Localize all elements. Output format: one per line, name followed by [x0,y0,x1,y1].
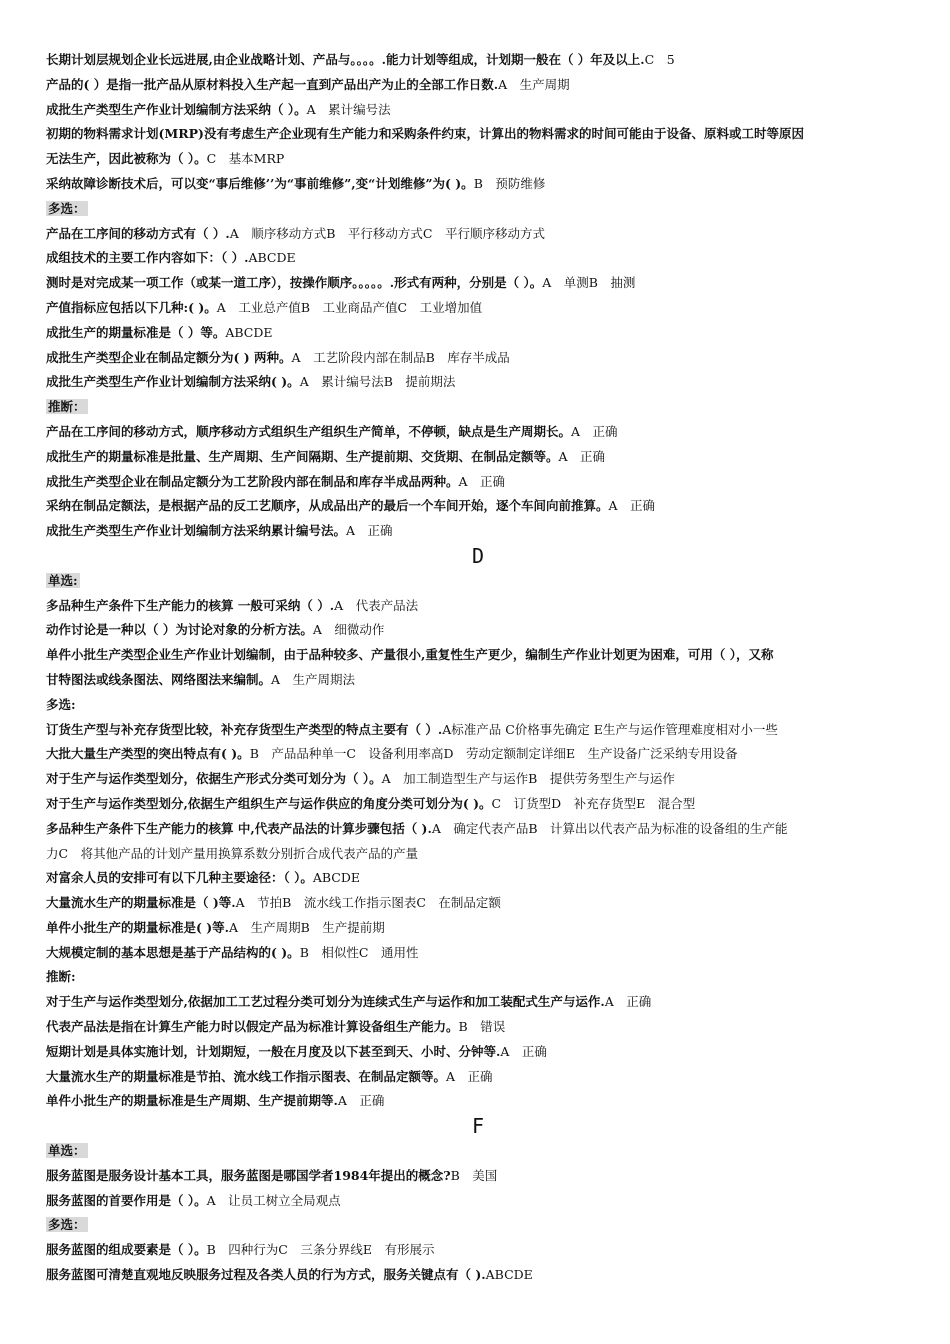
question-line: 采纳在制品定额法，是根据产品的反工艺顺序，从成品出产的最后一个车间开始，逐个车间向前推算。A 正确 [46,498,656,514]
question-line: 短期计划是具体实施计划，计划期短，一般在月度及以下甚至到天、小时、分钟等.A 正确 [46,1043,547,1059]
question-line: 产值指标应包括以下几种:( )。A 工业总产值B 工业商品产值C 工业增加值 [46,299,483,315]
question-line: 产品在工序间的移动方式，顺序移动方式组织生产组织生产简单，不停顿，缺点是生产周期长。A 正确 [46,423,618,439]
judge-label: 推断: [46,969,76,985]
question-line: 甘特图法或线条图法、网络图法来编制。A 生产周期法 [46,671,356,687]
question-line: 单件小批生产的期量标准是生产周期、生产提前期等.A 正确 [46,1093,385,1109]
question-line: 订货生产型与补充存货型比较，补充存货型生产类型的特点主要有（ ）.A标准产品 C价格事先确定 E生产与运作管理难度相对小一些 [46,721,778,737]
judge-label: 推断： [48,399,86,415]
question-line: 初期的物料需求计划(MRP)没有考虑生产企业现有生产能力和采购条件约束，计算出的物料需求的时间可能由于设备、原料或工时等原因 [46,126,804,142]
question-line: 服务蓝图的首要作用是（ ）。A 让员工树立全局观点 [46,1192,341,1208]
section-heading-d: D [471,543,485,568]
question-line: 对富余人员的安排可有以下几种主要途径：（ ）。ABCDE [46,870,361,886]
question-line: 无法生产，因此被称为（ ）。C 基本MRP [46,151,285,167]
question-line: 采纳故障诊断技术后，可以变“事后维修’’为“事前维修”,变“计划维修”为( )。B 预防维修 [46,175,546,191]
question-line: 力C 将其他产品的计划产量用换算系数分别折合成代表产品的产量 [46,845,419,861]
question-line: 服务蓝图的组成要素是（ ）。B 四种行为C 三条分界线E 有形展示 [46,1242,435,1258]
question-line: 成批生产类型生产作业计划编制方法采纳( )。A 累计编号法B 提前期法 [46,374,456,390]
question-line: 多品种生产条件下生产能力的核算 中,代表产品法的计算步骤包括（ ).A 确定代表产品B 计算出以代表产品为标准的设备组的生产能 [46,820,788,836]
question-line: 产品在工序间的移动方式有（ ）.A 顺序移动方式B 平行移动方式C 平行顺序移动方式 [46,225,545,241]
single-choice-label: 单选： [48,1143,86,1159]
question-line: 代表产品法是指在计算生产能力时以假定产品为标准计算设备组生产能力。B 错误 [46,1019,506,1035]
single-choice-label: 单选: [48,572,78,588]
question-line: 成组技术的主要工作内容如下：（ ）.ABCDE [46,250,296,266]
multi-choice-label: 多选: [46,696,76,712]
question-line: 对于生产与运作类型划分,依据生产组织生产与运作供应的角度分类可划分为( )。C 订货型D 补充存货型E 混合型 [46,795,696,811]
question-line: 单件小批生产类型企业生产作业计划编制，由于品种较多、产量很小,重复性生产更少，编制生产作业计划更为困难，可用（ ），又称 [46,647,774,663]
question-line: 对于生产与运作类型划分，依据生产形式分类可划分为（ ）。A 加工制造型生产与运作B 提供劳务型生产与运作 [46,771,675,787]
question-line: 动作讨论是一种以（ ）为讨论对象的分析方法。A 细微动作 [46,622,385,638]
question-line: 产品的( ）是指一批产品从原材料投入生产起一直到产品出产为止的全部工作日数.A 生产周期 [46,76,570,92]
question-line: 成批生产类型生产作业计划编制方法采纳累计编号法。A 正确 [46,523,393,539]
question-line: 测时是对完成某一项工作（或某一道工序），按操作顺序。。。。。.形式有两种，分别是（ ）。A 单测B 抽测 [46,275,636,291]
question-line: 服务蓝图可清楚直观地反映服务过程及各类人员的行为方式，服务关键点有（ ).ABCDE [46,1267,533,1283]
question-line: 成批生产类型企业在制品定额分为工艺阶段内部在制品和库存半成品两种。A 正确 [46,473,506,489]
section-heading-f: F [471,1114,485,1139]
question-line: 成批生产的期量标准是批量、生产周期、生产间隔期、生产提前期、交货期、在制品定额等。A 正确 [46,448,606,464]
question-line: 大批大量生产类型的突出特点有( )。B 产品品种单一C 设备利用率高D 劳动定额制定详细E 生产设备广泛采纳专用设备 [46,746,738,762]
question-line: 对于生产与运作类型划分,依据加工工艺过程分类可划分为连续式生产与运作和加工装配式生产与运作.A 正确 [46,994,652,1010]
question-line: 成批生产类型企业在制品定额分为( ) 两种。A 工艺阶段内部在制品B 库存半成品 [46,349,510,365]
question-line: 成批生产类型生产作业计划编制方法采纳（ ）。A 累计编号法 [46,101,391,117]
question-line: 服务蓝图是服务设计基本工具，服务蓝图是哪国学者1984年提出的概念?B 美国 [46,1167,498,1183]
multi-choice-label: 多选： [48,1217,86,1233]
question-line: 多品种生产条件下生产能力的核算 一般可采纳（ ）.A 代表产品法 [46,597,419,613]
question-line: 单件小批生产的期量标准是( )等.A 生产周期B 生产提前期 [46,919,385,935]
question-line: 大量流水生产的期量标准是（ )等.A 节拍B 流水线工作指示图表C 在制品定额 [46,895,501,911]
multi-choice-label: 多选： [48,200,86,216]
question-line: 长期计划层规划企业长远进展,由企业战略计划、产品与。。。。.能力计划等组成，计划期一般在（ ）年及以上.C 5 [46,52,675,67]
question-line: 成批生产的期量标准是（ ）等。ABCDE [46,324,273,340]
question-line: 大规模定制的基本思想是基于产品结构的( )。B 相似性C 通用性 [46,944,419,960]
question-line: 大量流水生产的期量标准是节拍、流水线工作指示图表、在制品定额等。A 正确 [46,1068,493,1084]
